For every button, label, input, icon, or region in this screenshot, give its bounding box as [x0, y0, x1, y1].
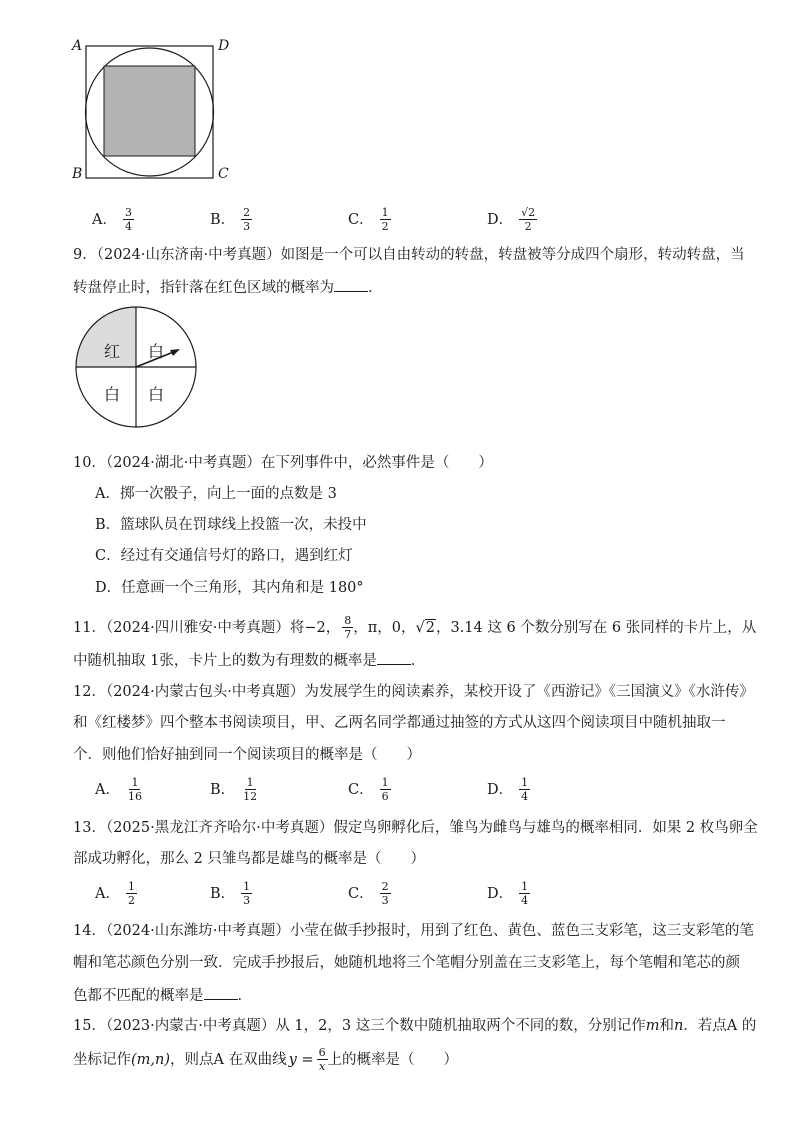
- fraction: [126, 776, 144, 803]
- numerator: 1: [243, 880, 251, 893]
- q11-text: ，π，0，: [353, 619, 416, 636]
- variable-n: n: [673, 1018, 684, 1034]
- option-letter: B．: [210, 885, 236, 902]
- q14-line-2: 帽和笔芯颜色分别一致．完成手抄报后，她随机地将三个笔帽分别盖在三支彩笔上，每个笔帽和笔芯的颜: [73, 955, 740, 971]
- q9-period: ．: [368, 280, 383, 296]
- q14-line-3: [73, 985, 252, 1006]
- q9-line-1: 9．（2024·山东济南·中考真题）如图是一个可以自由转动的转盘，转盘被等分成四个扇形，转动转盘，当: [73, 247, 745, 263]
- q15-text: ，则点A 在双曲线: [170, 1051, 287, 1068]
- option-letter: D．: [487, 885, 514, 902]
- option-letter: B．: [210, 781, 236, 798]
- q10-option-d[interactable]: D．任意画一个三角形，其内角和是 180°: [95, 580, 364, 596]
- label-B: B: [72, 166, 83, 182]
- fraction: [123, 206, 134, 233]
- numerator: 1: [521, 776, 529, 789]
- option-letter: A．: [95, 885, 120, 902]
- option-letter: D．: [487, 781, 514, 798]
- q15-text: 15．（2023·内蒙古·中考真题）从 1，2，3 这三个数中随机抽取两个不同的数，分别记作: [73, 1018, 646, 1034]
- denominator: 6: [381, 790, 389, 803]
- fraction: [241, 776, 259, 803]
- sector-label-red: 红: [104, 342, 121, 361]
- denominator: 2: [524, 220, 532, 233]
- sector-label-white-1: 白: [148, 342, 165, 361]
- denominator: 4: [521, 790, 529, 803]
- q8-option-b[interactable]: [210, 206, 252, 233]
- q13-line-2: 部成功孵化，那么 2 只雏鸟都是雄鸟的概率是（ ）: [73, 851, 425, 867]
- sector-label-white-2: 白: [104, 385, 121, 404]
- q11-number: −2，: [304, 619, 341, 636]
- answer-blank[interactable]: [334, 277, 368, 292]
- q15-text: 上的概率是（ ）: [327, 1051, 459, 1068]
- q14-text: 色都不匹配的概率是: [73, 988, 204, 1004]
- variable-m: m: [645, 1018, 660, 1034]
- q9-text: 转盘停止时，指针落在红色区域的概率为: [73, 280, 334, 296]
- q14-period: ．: [237, 988, 252, 1004]
- arrow-head-icon: [170, 349, 180, 356]
- option-letter: A．: [92, 211, 117, 228]
- option-letter: C．: [348, 781, 374, 798]
- q12-option-d[interactable]: [487, 776, 530, 803]
- denominator: x: [318, 1060, 326, 1073]
- fraction: [380, 776, 391, 803]
- option-letter: C．: [348, 211, 374, 228]
- numerator: 3: [124, 206, 132, 219]
- fraction: [519, 776, 530, 803]
- q12-line-1: 12．（2024·内蒙古包头·中考真题）为发展学生的阅读素养，某校开设了《西游记》《三国演义》《水浒传》: [73, 684, 754, 700]
- q8-option-c[interactable]: [348, 206, 391, 233]
- numerator: 1: [127, 880, 135, 893]
- denominator: 12: [243, 790, 258, 803]
- option-letter: C．: [348, 885, 374, 902]
- q11-period: ．: [410, 653, 426, 669]
- q8-option-a[interactable]: [92, 206, 134, 233]
- q10-stem: 10．（2024·湖北·中考真题）在下列事件中，必然事件是（ ）: [73, 455, 493, 471]
- q12-option-a[interactable]: [95, 776, 144, 803]
- label-A: A: [72, 38, 83, 54]
- spinner-figure: [72, 306, 202, 428]
- q10-option-c[interactable]: C．经过有交通信号灯的路口，遇到红灯: [95, 548, 353, 564]
- denominator: 3: [243, 220, 251, 233]
- label-D: D: [218, 38, 230, 54]
- q12-option-c[interactable]: [348, 776, 391, 803]
- answer-blank[interactable]: [204, 985, 238, 1000]
- numerator: 8: [344, 614, 352, 627]
- fraction: [519, 880, 530, 907]
- fraction-6-over-x: [317, 1046, 328, 1073]
- q11-line-2: [73, 650, 425, 671]
- q15-text: 和: [659, 1018, 674, 1034]
- option-letter: A．: [95, 781, 120, 798]
- q11-line-1: [73, 614, 756, 641]
- sector-label-white-3: 白: [148, 385, 165, 404]
- numerator: 1: [381, 776, 389, 789]
- option-letter: D．: [487, 211, 514, 228]
- denominator: 3: [243, 894, 251, 907]
- q15-line-1: [73, 1016, 756, 1036]
- q13-option-c[interactable]: [348, 880, 391, 907]
- q13-option-d[interactable]: [487, 880, 530, 907]
- label-C: C: [218, 166, 229, 182]
- q12-option-b[interactable]: [210, 776, 259, 803]
- denominator: 2: [381, 220, 389, 233]
- q14-line-1: 14．（2024·山东潍坊·中考真题）小莹在做手抄报时，用到了红色、黄色、蓝色三支彩笔，这三支彩笔的笔: [73, 923, 754, 939]
- q13-option-b[interactable]: [210, 880, 252, 907]
- q11-text: 11．（2024·四川雅安·中考真题）将: [73, 619, 305, 636]
- q13-option-a[interactable]: [95, 880, 137, 907]
- q12-line-2: 和《红楼梦》四个整本书阅读项目，甲、乙两名同学都通过抽签的方式从这四个阅读项目中随机抽取一: [73, 715, 726, 731]
- denominator: 4: [521, 894, 529, 907]
- shaded-square: [104, 66, 195, 156]
- numerator: 1: [521, 880, 529, 893]
- fraction: [126, 880, 137, 907]
- q8-option-d[interactable]: [487, 206, 537, 233]
- fraction: [241, 206, 252, 233]
- denominator: 4: [124, 220, 132, 233]
- q13-line-1: 13．（2025·黑龙江齐齐哈尔·中考真题）假定鸟卵孵化后，雏鸟为雌鸟与雄鸟的概率相同．如果 2 枚鸟卵全: [73, 820, 758, 836]
- q9-line-2: [73, 277, 383, 298]
- numerator: 1: [246, 776, 254, 789]
- fraction: [241, 880, 252, 907]
- q15-text: ．若点A 的: [683, 1018, 757, 1034]
- denominator: 2: [127, 894, 135, 907]
- answer-blank[interactable]: [377, 650, 411, 665]
- sqrt-2: √2: [415, 619, 435, 636]
- y-equals: y =: [288, 1051, 314, 1068]
- denominator: 7: [344, 628, 352, 641]
- coordinate-mn: (m,n): [131, 1051, 171, 1068]
- denominator: 16: [127, 790, 142, 803]
- denominator: 3: [381, 894, 389, 907]
- numerator: 1: [381, 206, 389, 219]
- fraction: [380, 206, 391, 233]
- radicand: 2: [425, 619, 435, 636]
- numerator: √2: [521, 206, 536, 219]
- q12-line-3: 个．则他们恰好抽到同一个阅读项目的概率是（ ）: [73, 747, 421, 763]
- q10-option-b[interactable]: B．篮球队员在罚球线上投篮一次，未投中: [95, 517, 367, 533]
- q15-line-2: [73, 1046, 458, 1073]
- numerator: 2: [381, 880, 389, 893]
- q15-text: 坐标记作: [73, 1051, 131, 1068]
- q11-text: ，3.14 这 6 个数分别写在 6 张同样的卡片上，从: [435, 619, 757, 636]
- numerator: 2: [243, 206, 251, 219]
- fraction-8-7: [342, 614, 353, 641]
- q11-text: 中随机抽取 1张，卡片上的数为有理数的概率是: [73, 653, 377, 669]
- fraction: [519, 206, 537, 233]
- option-letter: B．: [210, 211, 236, 228]
- q10-option-a[interactable]: A．掷一次骰子，向上一面的点数是 3: [95, 486, 337, 502]
- numerator: 1: [131, 776, 139, 789]
- fraction: [380, 880, 391, 907]
- numerator: 6: [318, 1046, 326, 1059]
